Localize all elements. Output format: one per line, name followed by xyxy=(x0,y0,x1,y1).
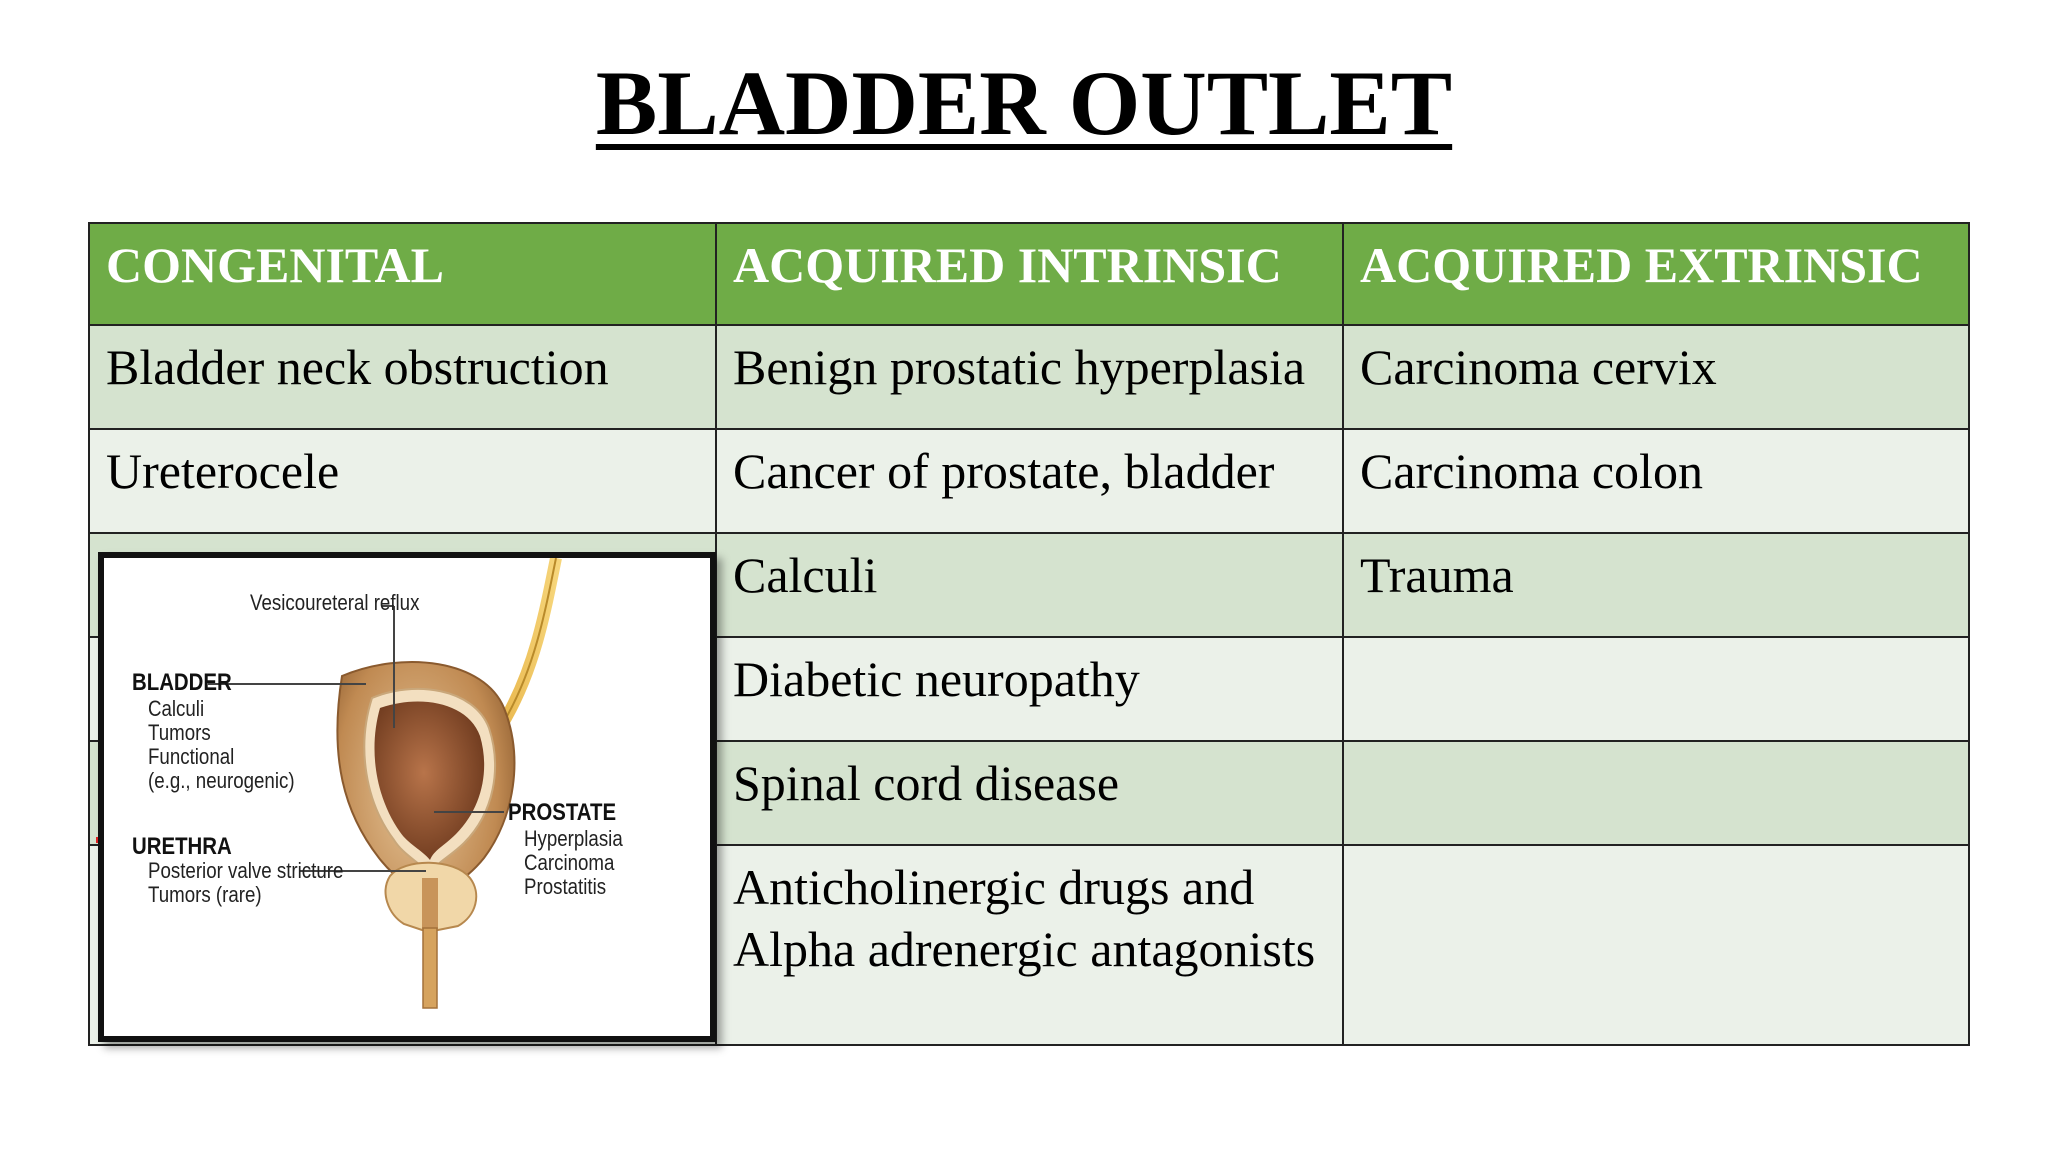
bladder-item: Calculi xyxy=(148,696,205,721)
table-cell: Bladder neck obstruction xyxy=(89,325,716,429)
slide-title xyxy=(0,48,2048,158)
reflux-label: Vesicoureteral reflux xyxy=(250,590,420,615)
table-cell xyxy=(1343,637,1969,741)
table-cell: Calculi xyxy=(716,533,1343,637)
urethra-item: Posterior valve stricture xyxy=(148,858,344,883)
table-cell: Carcinoma cervix xyxy=(1343,325,1969,429)
bladder-item: (e.g., neurogenic) xyxy=(148,768,295,793)
bladder-item: Tumors xyxy=(148,720,211,745)
table-cell: Diabetic neuropathy xyxy=(716,637,1343,741)
urethra-item: Tumors (rare) xyxy=(148,882,262,907)
prostate-item: Carcinoma xyxy=(524,850,615,875)
prostate-heading: PROSTATE xyxy=(508,799,617,826)
header-acquired-intrinsic: ACQUIRED INTRINSIC xyxy=(716,223,1343,325)
table-cell xyxy=(1343,741,1969,845)
prostate-item: Prostatitis xyxy=(524,874,607,899)
header-acquired-extrinsic: ACQUIRED EXTRINSIC xyxy=(1343,223,1969,325)
table-cell xyxy=(1343,845,1969,1045)
table-cell: Ureterocele xyxy=(89,429,716,533)
bladder-illustration xyxy=(104,558,710,1036)
table-row xyxy=(89,325,1969,429)
table-cell: Cancer of prostate, bladder xyxy=(716,429,1343,533)
bladder-outlet-diagram xyxy=(98,552,716,1042)
urethra-heading: URETHRA xyxy=(132,833,232,860)
bladder-item: Functional xyxy=(148,744,235,769)
table-row xyxy=(89,429,1969,533)
table-cell: Anticholinergic drugs and Alpha adrenergic antagonists xyxy=(716,845,1343,1045)
table-cell: Trauma xyxy=(1343,533,1969,637)
table-cell: Spinal cord disease xyxy=(716,741,1343,845)
table-cell: Carcinoma colon xyxy=(1343,429,1969,533)
table-cell: Benign prostatic hyperplasia xyxy=(716,325,1343,429)
bladder-heading: BLADDER xyxy=(132,669,232,696)
prostate-item: Hyperplasia xyxy=(524,826,623,851)
header-congenital: CONGENITAL xyxy=(89,223,716,325)
table-header-row xyxy=(89,223,1969,325)
slide-title-text: BLADDER OUTLET xyxy=(595,52,1453,154)
